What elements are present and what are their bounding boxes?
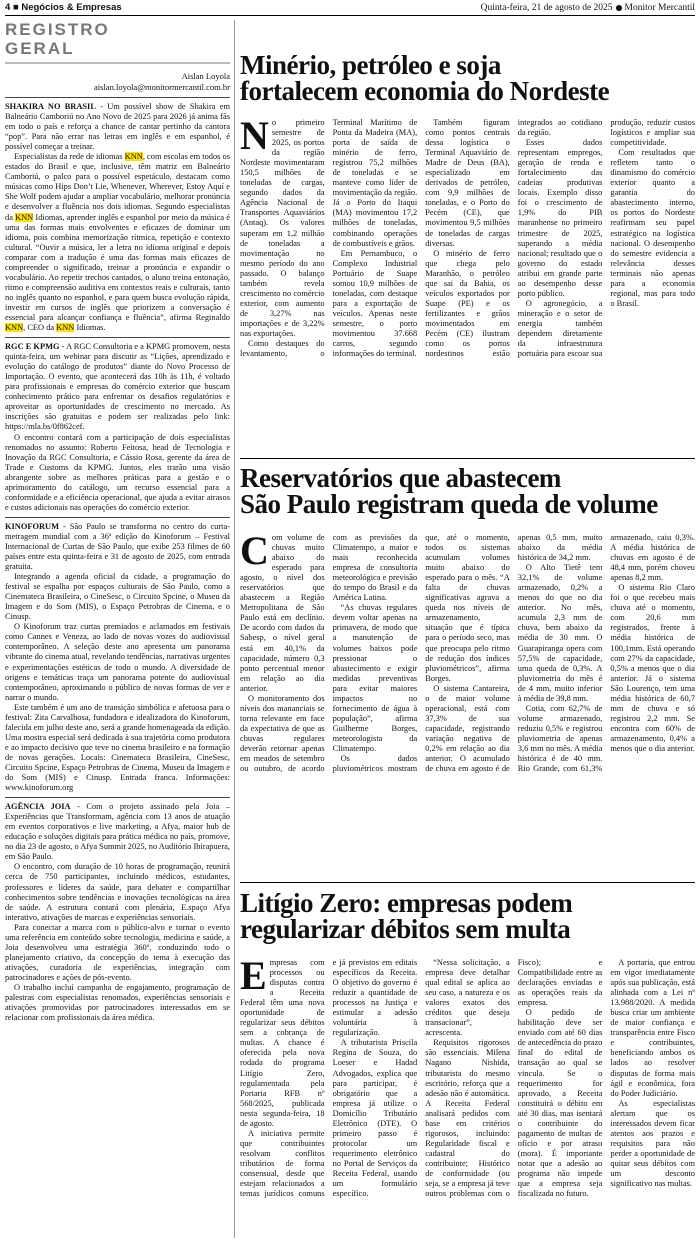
note-text: - A RGC Consultoria e a KPMG promovem, nesta quinta-feira, um webinar para discutir as “Lições, aprendizado e evolução do catálogo de produtos” diante do Novo Processo de Importação. O evento, que acontecerá das 10h às 11h, é voltado para profissionais e empresas do comércio exterior que buscam conhecimento prático para enfrentar os desafios regulatórios e aproveitar as oportunidades de crescimento no mercado. As inscrições são gratuitas e podem ser realizadas pelo link: https://mla.bs/0f862cef. [5,342,230,432]
header-meta [481,2,695,14]
divider [5,337,230,338]
article-paragraph: Requisitos rigorosos são essenciais. Milena Nagano Nishida, tributarista do mesmo escritório, reforça que a adesão não é automática. A Receita Federal analisará pedidos com base em critérios rigorosos, incluindo: Regularidade fiscal e cadastral do contribuinte; Histórico de conformidade (ou seja, se a empresa já teve outros problemas com o Fisco); e Compatibilidade entre as declarações enviadas e as operações reais da empresa. [425,958,603,1199]
section-name: Negócios & Empresas [21,2,122,13]
article-paragraph: O agronegócio, a mineração e o setor de energia também dependem diretamente da infraestrutura portuária para escoar sua produção, reduzir custos logísticos e ampliar sua competitividade. [517,118,695,359]
headline-line: São Paulo registram queda de volume [240,489,658,519]
registro-geral-column [5,20,230,1238]
columnist-byline [5,71,230,93]
article-paragraph: A tributarista Priscila Regina de Souza, do Loeser e Hadad Advogados, explica que para participar, é obrigatório que a empresa já utilize o Domicílio Tributário Eletrônico (DTE). O primeiro passo é protocolar um requerimento eletrônico no Portal de Serviços da Receita Federal, usando um formulário específico. [332,1038,418,1199]
edition-date: Quinta-feira, 21 de agosto de 2025 [480,3,613,13]
article-paragraph: O pedido de habilitação deve ser enviado com até 60 dias de antecedência do prazo final do edital de transação ao qual se vincula. Se o requerimento for aprovado, a Receita constituirá o débito em até 30 dias, mas isentará o contribuinte do pagamento de multas de ofício e por atraso (mora). É importante notar que a adesão ao programa não impede que a empresa seja fiscalizada no futuro. [517,1008,603,1199]
note-text: - Com o projeto assinado pela Joia – Experiências que Transformam, agência com 13 anos de atuação em eventos corporativos e live marketing, a Afya, maior hub de educação e soluções digitais para prática médica no país, promove, no dia 23 de agosto, o Afya Summit 2025, no Auditório Ibirapuera, em São Paulo. [5,802,230,862]
paragraph-text: o primeiro semestre de 2025, os portos da região Nordeste movimentaram 150,5 milhões de toneladas de cargas, segundo dados da Agência Nacional de Transportes Aquaviários (Antaq). Os valores superam em 1,2 milhão de toneladas a movimentação no mesmo período do ano passado. O balanço também revela crescimento no comércio exterior, com aumento de 3,27% nas importações e de 3,22% nas exportações. [240,118,325,338]
headline-line: Litígio Zero: empresas podem [240,890,573,918]
highlighted-knn: KNN [5,323,24,333]
text-run: , CEO da [23,323,57,333]
square-bullet-icon: ■ [12,2,19,13]
article-litigio-zero [240,890,695,1238]
article-body [240,118,695,422]
article-paragraph: A iniciativa permite que contribuintes resolvam conflitos tributários de forma consensual, desde que estejam relacionados a temas jurídicos comuns e já previstos em editais específicos da Receita. O objetivo do governo é reduzir a quantidade de processos na Justiça e estimular a adesão voluntária à regularização. [240,958,418,1199]
page-header [5,2,695,16]
column-label-line2: GERAL [5,39,75,58]
divider [5,797,230,798]
drop-cap: N [240,118,269,158]
article-paragraph: Com resultados que refletem tanto o dinamismo do comércio exterior quanto a garantia do abastecimento interno, os portos do Nordeste reafirmam seu papel estratégico na logística nacional. O desempenho do semestre evidencia a relevância desses terminais não apenas para a economia regional, mas para todo o Brasil. [610,148,695,308]
article-headline [240,890,695,942]
text-run: Especialistas da rede de idiomas [14,152,125,162]
article-paragraph: Em Pernambuco, o Complexo Industrial Portuário de Suape somou 10,9 milhões de toneladas, com destaque para a exportação de veículos. Apenas neste semestre, o porto movimentou 37.668 carros, segundo informações do terminal. [332,248,418,359]
highlighted-knn: KNN [15,212,34,222]
note-text: - São Paulo se transforma no centro do curta-metragem mundial com a 36ª edição do Kinoforum – Festival Internacional de Curtas de São Paulo, que exibe 253 filmes de 60 países entre esta quinta-feira e 31 de agosto de 2025, com entrada gratuita. [5,521,230,572]
newspaper-name: Monitor Mercantil [624,3,695,13]
note-title: SHAKIRA NO BRASIL [5,102,96,111]
article-divider [240,458,695,459]
columnist-email[interactable]: aislan.loyola@monitormercantil.com.br [94,82,230,92]
article-body [240,533,695,841]
article-headline [240,52,695,104]
article-paragraph: Esses dados representam empregos, geração de renda e fortalecimento das cadeias produtivas locais. Exemplo disso foi o crescimento de 1,9% do PIB maranhense no primeiro trimestre de 2025, superando a média nacional; resultado que o governo do estado atribui em grande parte ao desempenho desse porto público. [517,138,603,298]
article-paragraph: O sistema Rio Claro foi o que recebeu mais chuva até o momento, com 20,6 mm registrados, frente à média histórica de 100,1mm. Está operando com 27% da capacidade, 0,5% a menos que o dia anterior. Já o sistema São Lourenço, tem uma média histórica de 60,7 mm de chuva e só registrou 2,2 mm. Se encontra com 60% de armazenamento, 0,4% a menos que o dia anterior. [610,583,695,753]
headline-line: Minério, petróleo e soja [240,52,501,80]
column-label-rule [5,62,230,64]
article-paragraph: Os dados pluviométricos mostram que, até o momento, todos os sistemas acumulam volumes muito abaixo do esperado para o mês. “A falta de chuvas significativas agrava a queda nos níveis de armazenamento, situação que é típica para o período seco, mas que preocupa pelo ritmo de redução dos índices pluviométricos”, afirma Borges. [332,533,510,774]
article-paragraph: Como destaques do levantamento, o Terminal Marítimo de Ponta da Madeira (MA), porta de saída de minério de ferro, registrou 75,2 milhões de toneladas e se manteve como líder de movimentação da região. Já o Porto do Itaqui (MA) movimentou 17,2 milhões de toneladas, combinando operações de combustíveis e grãos. [240,118,418,359]
headline-line: fortalecem economia do Nordeste [240,76,610,106]
text-run: , com escolas em todos os estados do Brasil e que, inclusive, têm matriz em Balneário Camboriú, o palco para o possível espetáculo, destacam como músicas como Hips Don’t Lie, Whenever, Wherever, Estoy Aquí e She Wolf podem ajudar a ampliar vocabulário, melhorar pronúncia e desenvolver a fluência nos dois idiomas. Segundo especialistas da [5,152,230,222]
article-paragraph [240,533,325,694]
article-body [240,958,695,1238]
divider [5,517,230,518]
note-joia-body: O trabalho incluí campanha de engajamento, programação de palestras com especialistas renomados, experiências sensoriais e ativações promovidas por patrocinadores interessados em se relacionar com profissionais da área médica. [5,982,230,1023]
article-reservatorios [240,465,695,845]
bullet-dot-icon [616,5,622,11]
page-number: 4 [5,2,11,13]
article-divider [240,882,695,883]
note-shakira-body [5,152,230,333]
column-divider [234,20,235,1238]
note-joia-body: Para conectar a marca com o público-alvo e tornar o evento uma referência em conteúdo sobre tecnologia, medicina e saúde, a Joia desenvolveu uma estratégia 360º, conduzindo todo o planejamento criativo, da concepção do tema à execução das ativações, curadoria de experiências, integração com patrocinadores e ações de pós-evento. [5,922,230,982]
article-paragraph: “Nessa solicitação, a empresa deve detalhar qual edital se aplica ao seu caso, a natureza e os valores exatos dos créditos que deseja transacionar”, acrescenta. [425,958,510,1038]
article-paragraph: Também figuram como pontos centrais dessa logística o Terminal Aquaviário de Madre de Deus (BA), especializado em derivados de petróleo, com 9,9 milhões de toneladas, e o Porto do Pecém (CE), que movimentou 9,5 milhões de toneladas de cargas diversas. [425,118,510,248]
section-heading [5,2,122,14]
article-paragraph: O monitoramento dos níveis dos mananciais se torna relevante em face da expectativa de que as chuvas regulares deverão retornar apenas em meados de setembro ou outubro, de acordo com as previsões da Climatempo, a maior e mais reconhecida empresa de consultoria meteorológica e previsão do tempo do Brasil e da América Latina. [240,533,418,774]
article-paragraph: A portaria, que entrou em vigor imediatamente após sua publicação, está alinhada com a Lei nº 13.988/2020. A medida busca criar um ambiente de maior confiança e transparência entre Fisco e contribuintes, beneficiando ambos os lados ao resolver disputas de forma mais ágil e econômica, fora do Poder Judiciário. [610,958,695,1098]
article-paragraph: O sistema Cantareira, o de maior volume operacional, está com 37,3% de sua capacidade, registrando variação negativa de 0,2% em relação ao dia anterior. O acumulado de chuva em agosto é de apenas 0,5 mm, muito abaixo da média histórica de 34,2 mm. [425,533,603,774]
text-run: Idiomas. [74,323,106,333]
note-kinoforum-body: O Kinoforum traz curtas premiados e aclamados em festivais como Cannes e Veneza, ao lado de novas vozes do audiovisual contemporâneo. A seleção deste ano apresenta um panorama vibrante do cinema atual, revelando tendências, narrativas urgentes e experimentações estéticas de todo o mundo. A diversidade de origens e temáticas traça um panorama potente do audiovisual contemporâneo, aproximando o público de novas formas de ver e narrar o mundo. [5,622,230,702]
note-text: - Um possível show de Shakira em Balneário Camboriú no Ano Novo de 2025 para 2026 já anima fãs em todo o país e reforça a chance de cantar pertinho da cantora “pop”. Para não errar nas letras em inglês e em espanhol, é possível começar a treinar. [5,102,230,152]
drop-cap: C [240,533,269,573]
paragraph-text: om volume de chuvas muito abaixo do esperado para agosto, o nível dos reservatórios que abastecem a Região Metropolitana de São Paulo está em declínio. De acordo com dados da Sabesp, o nível geral está em 40,1% da capacidade, número 0,3 ponto percentual menor em relação ao dia anterior. [240,533,325,693]
headline-line: regularizar débitos sem multa [240,914,571,944]
article-paragraph: As especialistas alertam que os interessados devem ficar atentos aos prazos e requisitos para não perder a oportunidade de quitar seus débitos com um desconto significativo nas multas. [610,1098,695,1189]
note-rgc-body: O encontro contará com a participação de dois especialistas renomados no assunto: Roberto Feitosa, head de Tecnologia e Inovação da RGC Consultoria, e Cássio Rosa, gerente da área de Trade e Customs da KPMG. Juntos, eles trarão uma visão abrangente sobre as melhores práticas para a gestão e o aprimoramento do catálogo, um recurso essencial para a conformidade e a eficiência operacional, que ajuda a evitar atrasos e custos adicionais nas operações do comércio exterior. [5,432,230,512]
note-kinoforum-body: Este também é um ano de transição simbólica e afetuosa para o festival: Zita Carvalhosa, fundadora e idealizadora do Kinoforum, falecida em julho deste ano, será a grande homenageada da edição. Uma mostra especial será dedicada à sua trajetória como produtora e ao impacto decisivo que teve no cinema brasileiro e na formação de novas gerações. Locais: Cinemateca Brasileira, CineSesc, Circuito Spcine, Espaço Petrobras de Cinema, Museu da Imagem e do Som (MIS) e Cinusp. Entrada franca. Informações: www.kinoforum.org [5,702,230,793]
article-nordeste [240,52,695,422]
highlighted-knn: KNN [124,152,143,162]
headline-line: Reservatórios que abastecem [240,465,561,493]
highlighted-knn: KNN [56,323,75,333]
article-paragraph: O Alto Tietê tem 32,1% de volume armazenado, 0,2% a menos do que no dia anterior. No mês, acumula 2,3 mm de chuva, bem abaixo da média de 30 mm. O Guarapiranga opera com 57,5% de capacidade, uma queda de 0,3%. A pluviometria do mês é de 4 mm, muito inferior à média de 39,8 mm. [517,563,603,703]
drop-cap: E [240,958,267,998]
article-paragraph: O minério de ferro que chega pelo Maranhão, o petróleo que sai da Bahia, os veículos exportados por Suape (PE) e os fertilizantes e grãos movimentados em Pecém (CE) ilustram como os portos nordestinos estão integrados ao cotidiano da região. [425,118,603,359]
note-joia-body: O encontro, com duração de 10 horas de programação, reunirá cerca de 750 participantes, incluindo médicos, estudantes, professores e líderes da saúde, para debater e compartilhar conhecimentos sobre tendências e inovações tecnológicas na área de saúde. A estrutura contará com plenária, E.spaço Afya interativo, ativações de marcas e experiências sensoriais. [5,862,230,922]
paragraph-text: mpresas com processos ou disputas contra a Receita Federal têm uma nova oportunidade de regularizar seus débitos sem a cobrança de multas. A chance é oferecida pela nova rodada do programa Litígio Zero, regulamentada pela Portaria RFB nº 568/2025, publicada nesta segunda-feira, 18 de agosto. [240,958,325,1128]
note-shakira-lead [5,102,230,152]
column-label [5,20,230,58]
article-headline [240,465,695,517]
note-kinoforum-lead [5,522,230,572]
divider [5,97,230,98]
text-run: Idiomas, aprender inglês e espanhol por meio da música é uma das formas mais envolventes e eficazes de dominar um idioma, pois combina memorização rítmica, repetição e contexto cultural. “Ouvir a música, ler a letra no idioma original e depois comparar com a tradução é uma das formas mais eficazes de compreender o significado, treinar a pronúncia e expandir o vocabulário. Ao repetir trechos cantados, o aluno treina entonação, ritmo e compreensão auditiva em contextos reais e culturais, tanto no inglês quanto no espanhol, e para quem busca evolução rápida, investir em cursos de inglês que priorizem a conversação é essencial para alcançar confiança e fluência”, afirma Reginaldo [5,212,230,322]
article-paragraph [240,958,325,1129]
article-paragraph: “As chuvas regulares devem voltar apenas na primavera, de modo que a manutenção de volumes baixos pode pressionar o abastecimento e exigir medidas preventivas para evitar maiores impactos no fornecimento de água à população”, afirma Guilherme Borges, meteorologista da Climatempo. [332,603,418,753]
article-paragraph [240,118,325,339]
note-joia-lead [5,802,230,862]
note-title: RGC E KPMG [5,342,60,352]
column-label-line1: REGISTRO [5,20,110,39]
article-paragraph: Cotia, com 62,7% de volume armazenado, reduziu 0,5% e registrou pluviometria de apenas 3,6 mm no mês. A média histórica é de 40 mm. Rio Grande, com 61,3% armazenado, caiu 0,3%. A média histórica de chuvas em agosto é de 48,4 mm, porém choveu apenas 8,2 mm. [517,533,695,774]
columnist-name: Aislan Loyola [181,71,230,81]
note-title: AGÊNCIA JOIA [5,802,71,812]
note-kinoforum-body: Integrando a agenda oficial da cidade, a programação do festival se espalha por espaços culturais de São Paulo, como a Cinemateca Brasileira, o CineSesc, o Circuito Spcine, o Museu da Imagem e do Som (MIS), o Espaço Petrobras de Cinema, e o Cinusp. [5,572,230,622]
note-title: KINOFORUM [5,521,59,531]
note-rgc-lead [5,342,230,432]
